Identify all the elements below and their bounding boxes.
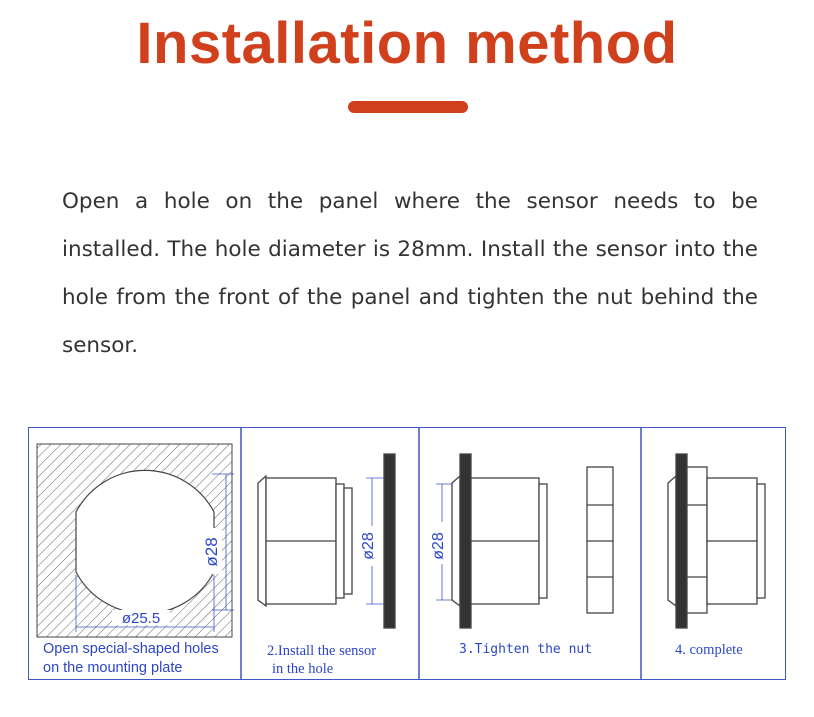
installation-description: Open a hole on the panel where the sensor needs to be installed. The hole diameter is 28mm. Install the sensor into the hole from the front of the panel and tighten the nut behind the sensor. <box>62 189 758 358</box>
step1-dim-width: ø25.5 <box>121 610 161 627</box>
step4-caption: 4. complete <box>675 642 743 658</box>
step2-caption-line2: in the hole <box>272 661 334 677</box>
step2-caption-line1: 2.Install the sensor <box>267 643 377 659</box>
special-shaped-hole <box>76 470 214 613</box>
step2-dim: ø28 <box>360 532 377 560</box>
step1-caption <box>43 640 219 678</box>
step1-caption-line2: on the mounting plate <box>43 660 183 676</box>
step3-caption: 3.Tighten the nut <box>459 642 593 657</box>
step3-sensor-drawing <box>430 454 613 628</box>
page-title: Installation method <box>136 11 678 76</box>
step1-caption-line1: Open special-shaped holes <box>43 641 219 657</box>
step1-dim-height: ø28 <box>202 537 221 567</box>
step3-dim: ø28 <box>430 532 447 560</box>
step4-complete-drawing <box>668 454 765 628</box>
step2-caption <box>267 642 376 678</box>
